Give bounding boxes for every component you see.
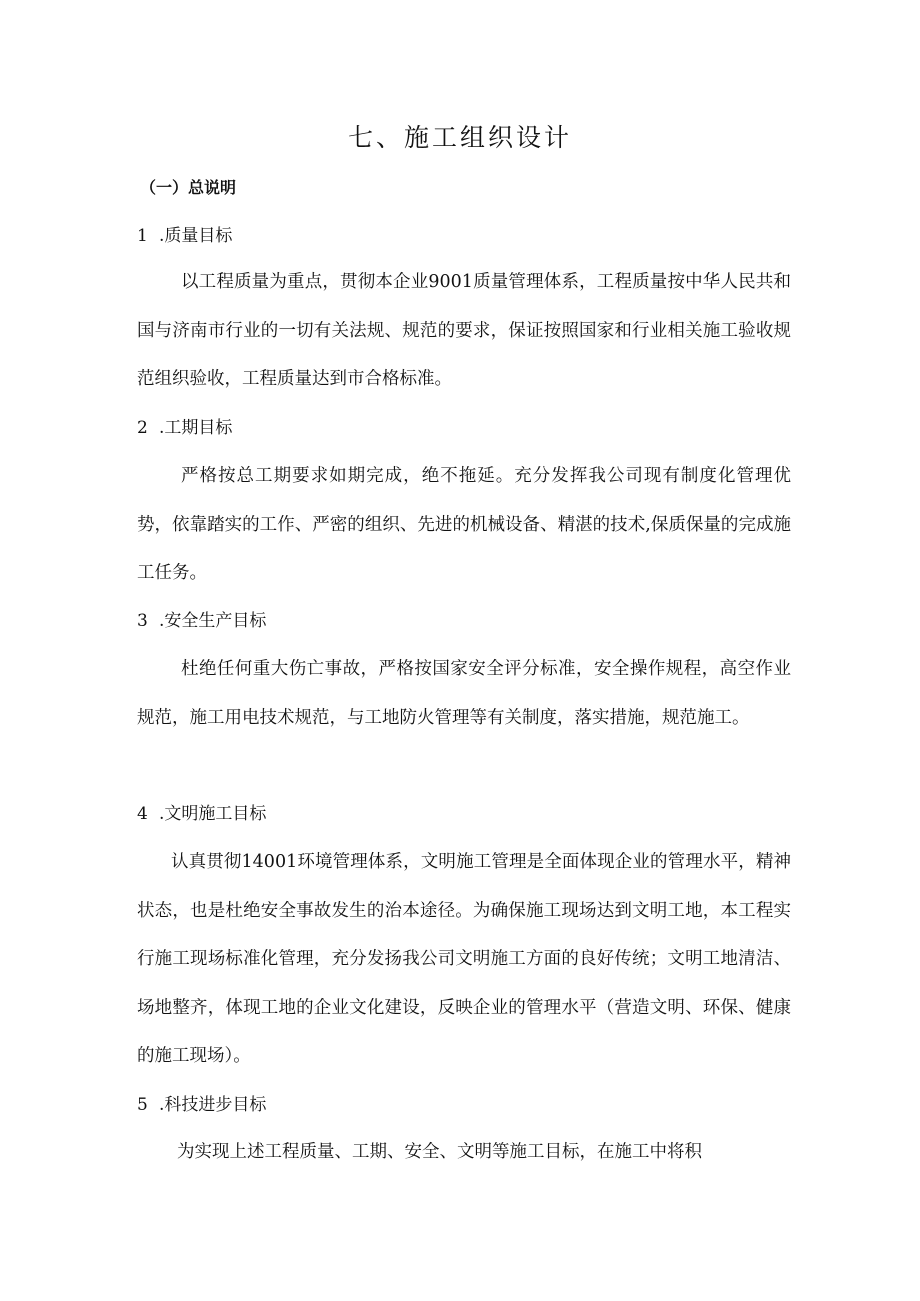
paragraph-safety: 杜绝任何重大伤亡事故，严格按国家安全评分标准，安全操作规程，高空作业规范，施工用电技术规范，与工地防火管理等有关制度，落实措施，规范施工。 — [137, 659, 791, 728]
paragraph-schedule: 严格按总工期要求如期完成，绝不拖延。充分发挥我公司现有制度化管理优势，依靠踏实的工作、严密的组织、先进的机械设备、精湛的技术,保质保量的完成施工任务。 — [137, 466, 791, 583]
item-heading-technology — [137, 1091, 266, 1119]
item-title: .科技进步目标 — [159, 1095, 267, 1115]
item-number: 3 — [137, 611, 148, 631]
item-number: 1 — [137, 226, 148, 246]
item-heading-schedule — [137, 414, 232, 442]
paragraph-civilized: 认真贯彻14001环境管理体系，文明施工管理是全面体现企业的管理水平，精神状态，也是杜绝安全事故发生的治本途径。为确保施工现场达到文明工地，本工程实行施工现场标准化管理，充分发扬我公司文明施工方面的良好传统；文明工地清洁、场地整齐，体现工地的企业文化建设，反映企业的管理水平（营造文明、环保、健康的施工现场）。 — [137, 852, 791, 1066]
item-number: 5 — [137, 1095, 148, 1115]
section-heading: （一）总说明 — [140, 178, 237, 197]
item-title: .工期目标 — [159, 418, 233, 438]
document-title: 七、施工组织设计 — [347, 123, 572, 152]
paragraph-technology: 为实现上述工程质量、工期、安全、文明等施工目标，在施工中将积 — [177, 1142, 702, 1162]
item-number: 4 — [137, 804, 148, 824]
item-title: .安全生产目标 — [159, 611, 267, 631]
item-heading-civilized — [137, 800, 266, 828]
paragraph-quality: 以工程质量为重点，贯彻本企业9001质量管理体系，工程质量按中华人民共和国与济南市行业的一切有关法规、规范的要求，保证按照国家和行业相关施工验收规范组织验收，工程质量达到市合格标准。 — [137, 272, 791, 389]
item-title: .文明施工目标 — [159, 804, 267, 824]
item-number: 2 — [137, 418, 148, 438]
item-title: .质量目标 — [159, 226, 233, 246]
item-heading-quality — [137, 222, 232, 250]
item-heading-safety — [137, 607, 266, 635]
